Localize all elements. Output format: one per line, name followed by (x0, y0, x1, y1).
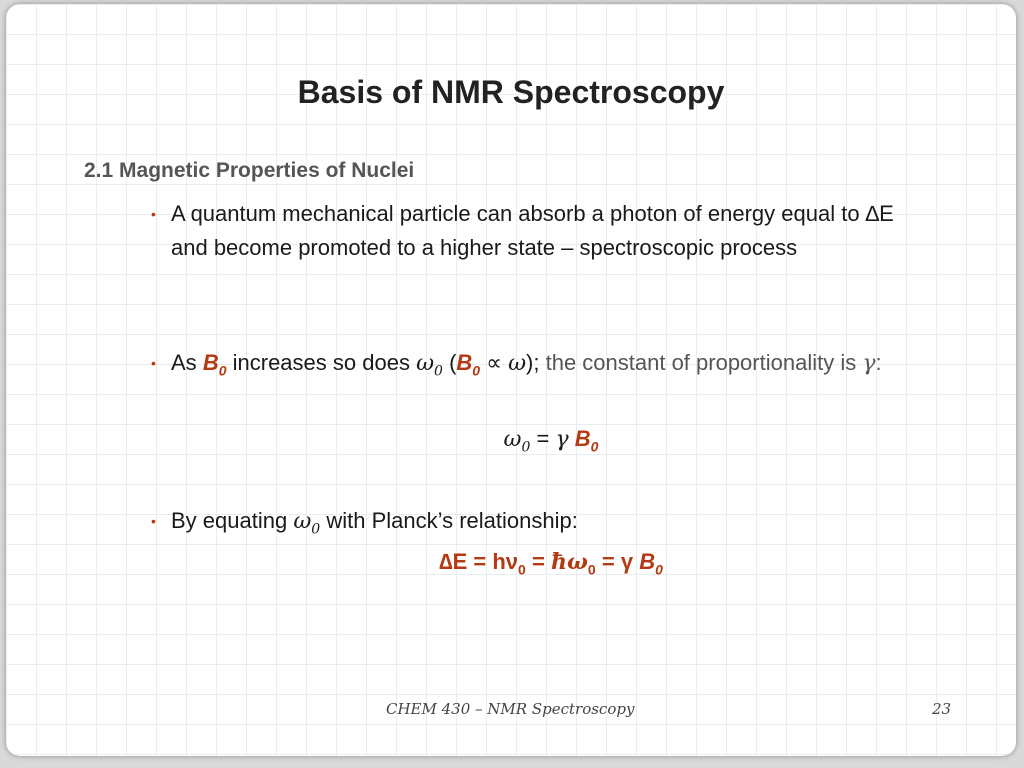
bullet-dot-icon: • (151, 513, 156, 529)
paren-open: ( (449, 350, 457, 375)
proportional-symbol: ∝ (486, 350, 502, 375)
bullet-dot-icon: • (151, 355, 156, 371)
symbol-omega0: $\omega_0$ (416, 351, 443, 380)
text-increases: increases so does (232, 350, 410, 375)
equation-larmor (6, 426, 1016, 455)
section-heading: 2.1 Magnetic Properties of Nuclei (84, 159, 415, 182)
eq1-equals: = (536, 426, 550, 451)
eq2-b0: $B_0$ (639, 549, 663, 578)
eq1-b0: $B_0$ (574, 426, 599, 455)
symbol-gamma: γ (862, 351, 876, 376)
slide-title: Basis of NMR Spectroscopy (297, 74, 725, 110)
eq2-hbar-omega: $ħ\omega_0$ (550, 549, 596, 578)
eq2-equals-a: = (473, 549, 487, 574)
eq1-omega: $\omega_0$ (503, 427, 531, 456)
eq2-equals-c: = (601, 549, 615, 574)
text-constant: the constant of proportionality is (545, 350, 857, 375)
eq2-gamma: γ (620, 549, 634, 574)
bullet-text: A quantum mechanical particle can absorb a photon of energy equal to ∆E and become promoted to a higher state – spectroscopic process (171, 201, 894, 260)
text-lead: By equating (171, 508, 288, 533)
page-number: 23 (932, 700, 952, 718)
bullet-planck (151, 504, 911, 546)
eq2-delta-e: ∆E (439, 549, 468, 574)
bullet-b0-increase (151, 346, 911, 388)
paren-close: ); (526, 350, 540, 375)
bullet-quantum (151, 197, 911, 265)
symbol-b0-second: $B_0$ (456, 350, 481, 379)
eq2-equals-b: = (531, 549, 545, 574)
symbol-omega0: $\omega_0$ (293, 509, 321, 538)
bullet-text (171, 346, 911, 388)
bullet-text (171, 504, 911, 546)
symbol-omega: ω (508, 351, 527, 376)
slide-footer: CHEM 430 – NMR Spectroscopy (386, 700, 635, 718)
text-colon: : (875, 350, 882, 375)
text-as: As (171, 350, 197, 375)
eq1-gamma: γ (555, 427, 569, 452)
text-tail: with Planck’s relationship: (326, 508, 578, 533)
symbol-b0: $B_0$ (202, 350, 227, 379)
eq2-hnu: $h\nu_0$ (492, 549, 526, 578)
bullet-dot-icon: • (151, 206, 156, 222)
equation-planck (6, 549, 1016, 577)
slide (6, 4, 1016, 756)
